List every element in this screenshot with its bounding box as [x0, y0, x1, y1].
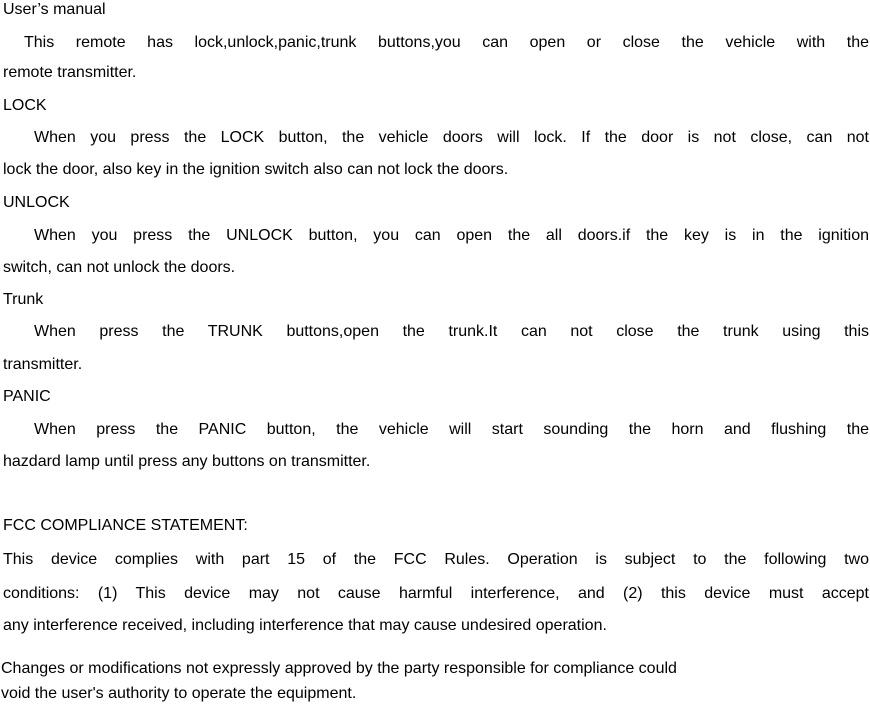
section-heading-panic: PANIC	[3, 388, 51, 405]
fcc-heading: FCC COMPLIANCE STATEMENT:	[3, 517, 248, 534]
changes-line-2: void the user's authority to operate the equipment.	[1, 685, 357, 702]
unlock-line-1: When you press the UNLOCK button, you can open the all doors.if the key is in the ignition	[34, 227, 869, 244]
document-title: User’s manual	[3, 1, 106, 18]
fcc-line-2: conditions: (1) This device may not cause harmful interference, and (2) this device must accept	[3, 585, 869, 602]
changes-line-1: Changes or modifications not expressly approved by the party responsible for compliance could	[1, 660, 677, 677]
fcc-line-1: This device complies with part 15 of the FCC Rules. Operation is subject to the following two	[3, 551, 869, 568]
unlock-line-2: switch, can not unlock the doors.	[3, 259, 236, 276]
lock-line-1: When you press the LOCK button, the vehicle doors will lock. If the door is not close, can not	[34, 129, 869, 146]
intro-line-2: remote transmitter.	[3, 64, 137, 81]
trunk-line-1: When press the TRUNK buttons,open the trunk.It can not close the trunk using this	[34, 323, 869, 340]
intro-line-1: This remote has lock,unlock,panic,trunk buttons,you can open or close the vehicle with the	[24, 34, 869, 51]
trunk-line-2: transmitter.	[3, 356, 83, 373]
fcc-line-3: any interference received, including interference that may cause undesired operation.	[3, 617, 607, 634]
section-heading-trunk: Trunk	[3, 291, 44, 308]
section-heading-lock: LOCK	[3, 97, 47, 114]
panic-line-2: hazdard lamp until press any buttons on transmitter.	[3, 453, 371, 470]
lock-line-2: lock the door, also key in the ignition switch also can not lock the doors.	[3, 161, 509, 178]
panic-line-1: When press the PANIC button, the vehicle will start sounding the horn and flushing the	[34, 421, 869, 438]
section-heading-unlock: UNLOCK	[3, 194, 70, 211]
